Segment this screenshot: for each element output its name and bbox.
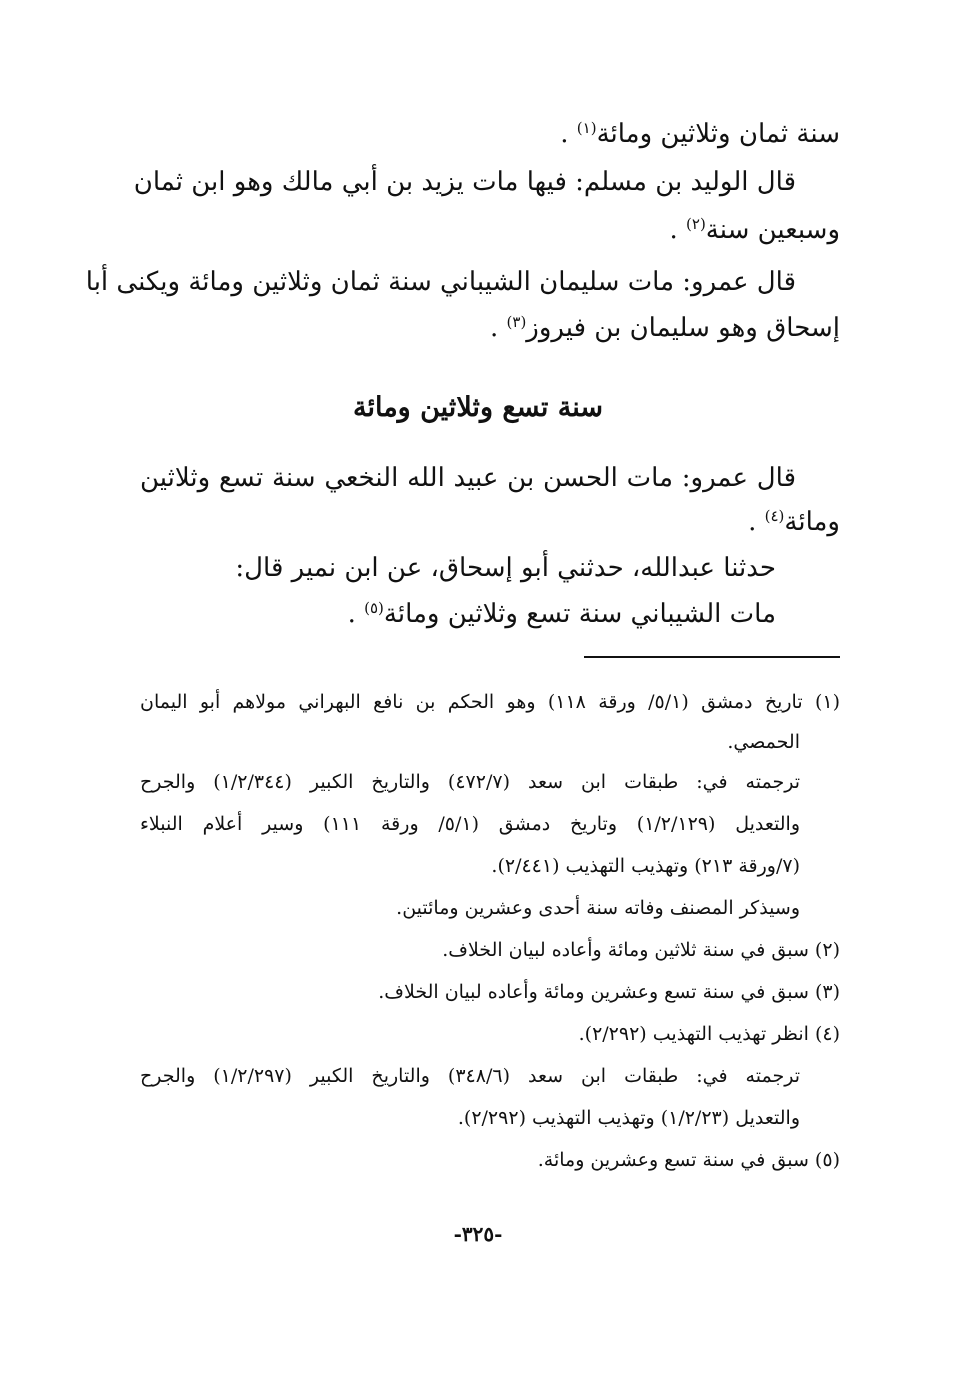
text-line: سنة ثمان وثلاثين ومائة$^{(١)}$ . xyxy=(560,119,840,149)
footnote-line: (٥) سبق في سنة تسع وعشرين ومائة. xyxy=(537,1149,840,1171)
footnote-ref: (١) xyxy=(576,119,597,137)
page-number: -٣٢٥- xyxy=(453,1222,503,1246)
footnote-line: وسيذكر المصنف وفاته سنة أحدى وعشرين ومائتين. xyxy=(396,897,800,919)
footnote-line: (٣) سبق في سنة تسع وعشرين ومائة وأعاده لبيان الخلاف. xyxy=(378,981,840,1003)
text-line: ومائة$^{(٤)}$ . xyxy=(748,507,840,537)
section-heading: سنة تسع وثلاثين ومائة xyxy=(352,392,603,423)
footnote-line: ترجمته في: طبقات ابن سعد (٤٧٢/٧) والتاريخ الكبير (١/٢/٣٤٤) والجرح xyxy=(140,771,800,793)
text-line: قال الوليد بن مسلم: فيها مات يزيد بن أبي مالك وهو ابن ثمان xyxy=(133,167,796,197)
text-line: وسبعين سنة$^{(٢)}$ . xyxy=(669,215,840,245)
text-line: قال عمرو: مات سليمان الشيباني سنة ثمان وثلاثين ومائة ويكنى أبا xyxy=(85,267,796,297)
text-line: إسحاق وهو سليمان بن فيروز$^{(٣)}$ . xyxy=(489,313,840,343)
text-line: قال عمرو: مات الحسن بن عبيد الله النخعي سنة تسع وثلاثين xyxy=(140,463,796,493)
footnote-ref: (٥) xyxy=(364,599,384,617)
footnote-line: (٧/ورقة ٢١٣) وتهذيب التهذيب (٢/٤٤١). xyxy=(491,855,800,877)
footnote-line: الحمصي. xyxy=(727,731,800,753)
footnote-ref: (٤) xyxy=(764,507,785,525)
footnote-line: والتعديل (١/٢/١٢٩) وتاريخ دمشق (٥/١/ ورقة ١١١) وسير أعلام النبلاء xyxy=(140,813,800,835)
footnote-line: (٤) انظر تهذيب التهذيب (٢/٢٩٢). xyxy=(578,1023,840,1045)
footnote-ref: (٢) xyxy=(686,215,706,233)
footnote-ref: (٣) xyxy=(506,313,527,331)
footnote-separator xyxy=(584,656,840,658)
footnote-line: ترجمته في: طبقات ابن سعد (٣٤٨/٦) والتاريخ الكبير (١/٢/٢٩٧) والجرح xyxy=(140,1065,800,1087)
footnote-line: والتعديل (١/٢/٢٣) وتهذيب التهذيب (٢/٢٩٢). xyxy=(457,1107,800,1129)
text-line: مات الشيباني سنة تسع وثلاثين ومائة$^{(٥)}$ . xyxy=(347,599,776,629)
footnote-line: (٢) سبق في سنة ثلاثين ومائة وأعاده لبيان الخلاف. xyxy=(442,939,840,961)
footnote-line: (١) تاريخ دمشق (٥/١/ ورقة ١١٨) وهو الحكم بن نافع البهراني مولاهم أبو اليمان xyxy=(140,691,840,713)
text-line: حدثنا عبدالله، حدثني أبو إسحاق، عن ابن نمير قال: xyxy=(235,553,776,583)
